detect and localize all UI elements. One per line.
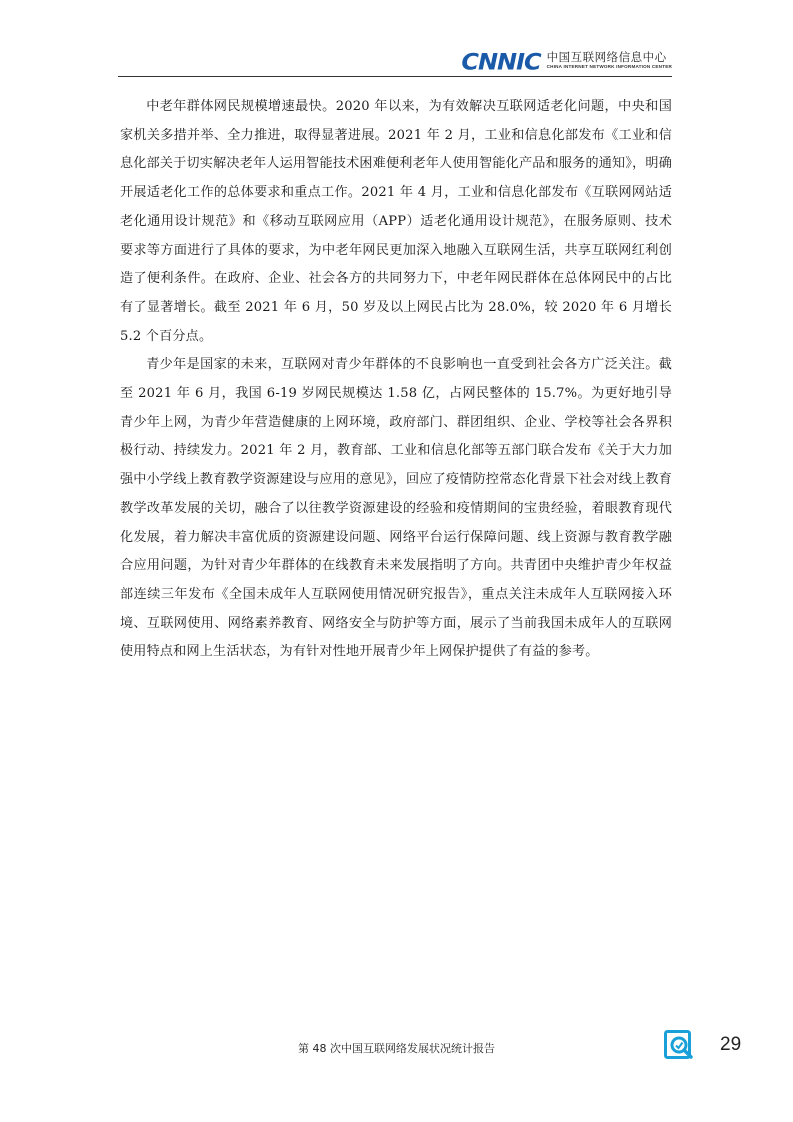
footer-report-title: 第 48 次中国互联网络发展状况统计报告: [298, 1042, 495, 1055]
cnnic-logo-text: [547, 50, 672, 70]
page-number: 29: [720, 1034, 742, 1055]
page-content: [120, 93, 672, 667]
paragraph-elderly-users: 中老年群体网民规模增速最快。2020 年以来，为有效解决互联网适老化问题，中央和国家机关多措并举、全力推进，取得显著进展。2021 年 2 月，工业和信息化部发布《工业和信息化部关于切实解决老年人运用智能技术困难便利老年人使用智能化产品和服务的通知》，明确开展适老化工作的总体要求和重点工作。2021 年 4 月，工业和信息化部发布《互联网网站适老化通用设计规范》和《移动互联网应用（APP）适老化通用设计规范》，在服务原则、技术要求等方面进行了具体的要求，为中老年网民更加深入地融入互联网生活，共享互联网红利创造了便利条件。在政府、企业、社会各方的共同努力下，中老年网民群体在总体网民中的占比有了显著增长。截至 2021 年 6 月，50 岁及以上网民占比为 28.0%，较 2020 年 6 月增长 5.2 个百分点。: [120, 99, 672, 344]
org-name-en: CHINA INTERNET NETWORK INFORMATION CENTER: [546, 64, 672, 69]
cnnic-logo: [461, 50, 672, 76]
page-header: [118, 50, 672, 76]
org-name-cn: 中国互联网络信息中心: [546, 50, 667, 64]
paragraph-youth-users: 青少年是国家的未来，互联网对青少年群体的不良影响也一直受到社会各方广泛关注。截至 2021 年 6 月，我国 6-19 岁网民规模达 1.58 亿，占网民整体的 15.7%。为更好地引导青少年上网，为青少年营造健康的上网环境，政府部门、群团组织、企业、学校等社会各界积极行动、持续发力。2021 年 2 月，教育部、工业和信息化部等五部门联合发布《关于大力加强中小学线上教育教学资源建设与应用的意见》，回应了疫情防控常态化背景下社会对线上教育教学改革发展的关切，融合了以往教学资源建设的经验和疫情期间的宝贵经验，着眼教育现代化发展，着力解决丰富优质的资源建设问题、网络平台运行保障问题、线上资源与教育教学融合应用问题，为针对青少年群体的在线教育未来发展指明了方向。共青团中央维护青少年权益部连续三年发布《全国未成年人互联网使用情况研究报告》，重点关注未成年人互联网接入环境、互联网使用、网络素养教育、网络安全与防护等方面，展示了当前我国未成年人的互联网使用特点和网上生活状态，为有针对性地开展青少年上网保护提供了有益的参考。: [120, 357, 672, 660]
report-magnifier-icon: [664, 1030, 694, 1060]
cnnic-logo-mark: CNNIC: [461, 49, 541, 75]
header-divider: [118, 76, 672, 77]
